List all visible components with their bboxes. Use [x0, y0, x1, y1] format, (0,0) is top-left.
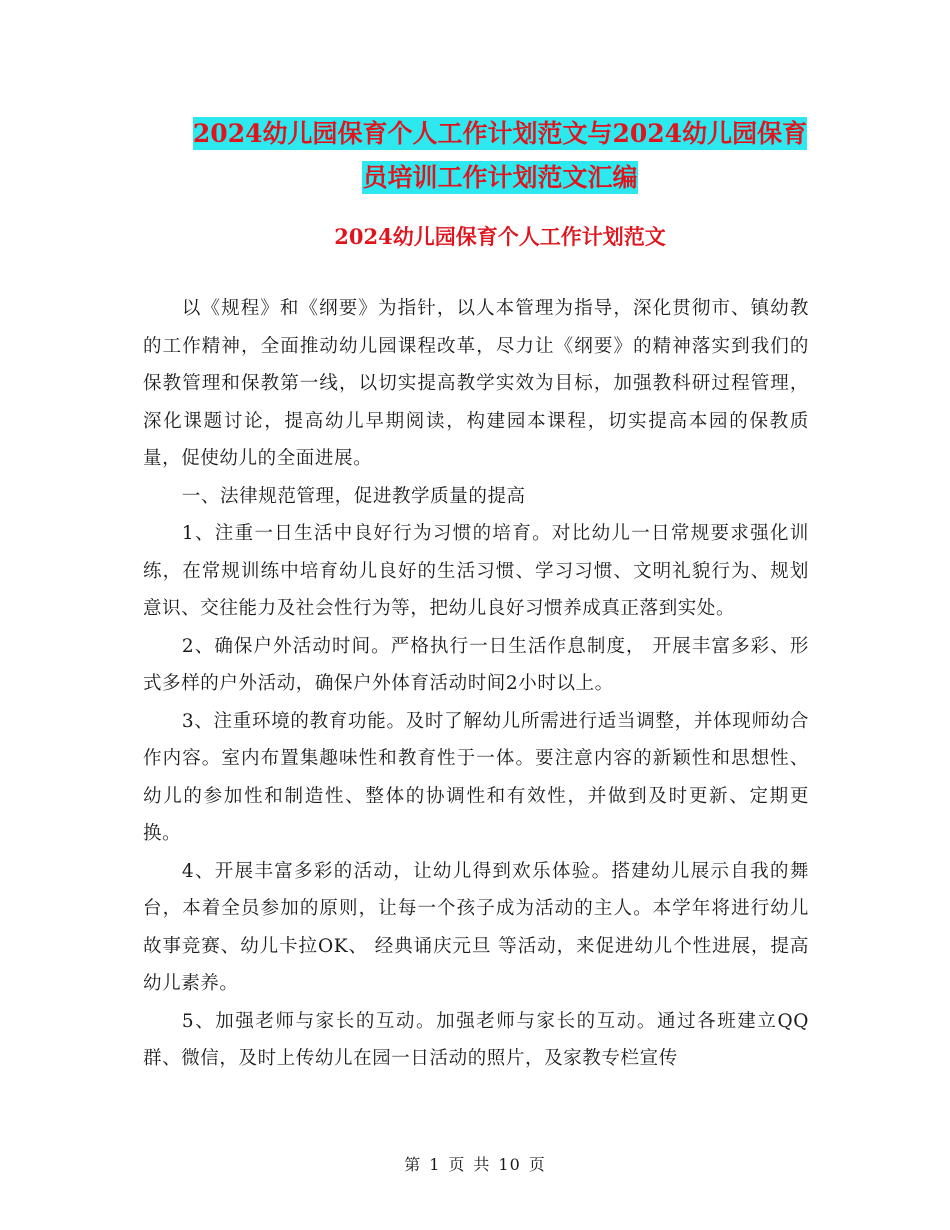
document-title	[140, 112, 860, 200]
paragraph-item-2: 2、确保户外活动时间。严格执行一日生活作息制度， 开展丰富多彩、形式多样的户外活动，确保户外体育活动时间2小时以上。	[143, 635, 809, 694]
paragraph-heading-1: 一、法律规范管理，促进教学质量的提高	[181, 485, 526, 507]
document-title-line1: 2024幼儿园保育个人工作计划范文与2024幼儿园保育	[192, 119, 808, 148]
page-footer	[0, 1152, 950, 1175]
footer-prefix: 第	[404, 1155, 422, 1174]
footer-total-word: 共	[473, 1155, 491, 1174]
document-body	[143, 290, 809, 1078]
paragraph-intro: 以《规程》和《纲要》为指针，以人本管理为指导，深化贯彻市、镇幼教的工作精神，全面推动幼儿园课程改革，尽力让《纲要》的精神落实到我们的保教管理和保教第一线，以切实提高教学实效为目标，加强教科研过程管理，深化课题讨论，提高幼儿早期阅读，构建园本课程，切实提高本园的保教质量，促使幼儿的全面进展。	[143, 298, 809, 469]
footer-suffix: 页	[528, 1155, 546, 1174]
footer-current-page: 1	[429, 1155, 441, 1174]
footer-page-word: 页	[448, 1155, 466, 1174]
paragraph-item-1: 1、注重一日生活中良好行为习惯的培育。对比幼儿一日常规要求强化训练，在常规训练中培育幼儿良好的生活习惯、学习习惯、文明礼貌行为、规划意识、交往能力及社会性行为等，把幼儿良好习惯养成真正落到实处。	[143, 523, 809, 619]
paragraph-item-4: 4、开展丰富多彩的活动，让幼儿得到欢乐体验。搭建幼儿展示自我的舞台，本着全员参加的原则，让每一个孩子成为活动的主人。本学年将进行幼儿故事竞赛、幼儿卡拉OK、 经典诵庆元旦 等活动，来促进幼儿个性进展，提高幼儿素养。	[143, 860, 809, 994]
section-title: 2024幼儿园保育个人工作计划范文	[334, 224, 666, 249]
paragraph-item-5: 5、加强老师与家长的互动。加强老师与家长的互动。通过各班建立QQ群、微信，及时上传幼儿在园一日活动的照片，及家教专栏宣传	[143, 1010, 809, 1069]
paragraph-item-3: 3、注重环境的教育功能。及时了解幼儿所需进行适当调整，并体现师幼合作内容。室内布置集趣味性和教育性于一体。要注意内容的新颖性和思想性、幼儿的参加性和制造性、整体的协调性和有效性，并做到及时更新、定期更换。	[143, 710, 809, 844]
document-title-line2: 员培训工作计划范文汇编	[362, 163, 638, 192]
footer-total-pages: 10	[498, 1155, 521, 1174]
